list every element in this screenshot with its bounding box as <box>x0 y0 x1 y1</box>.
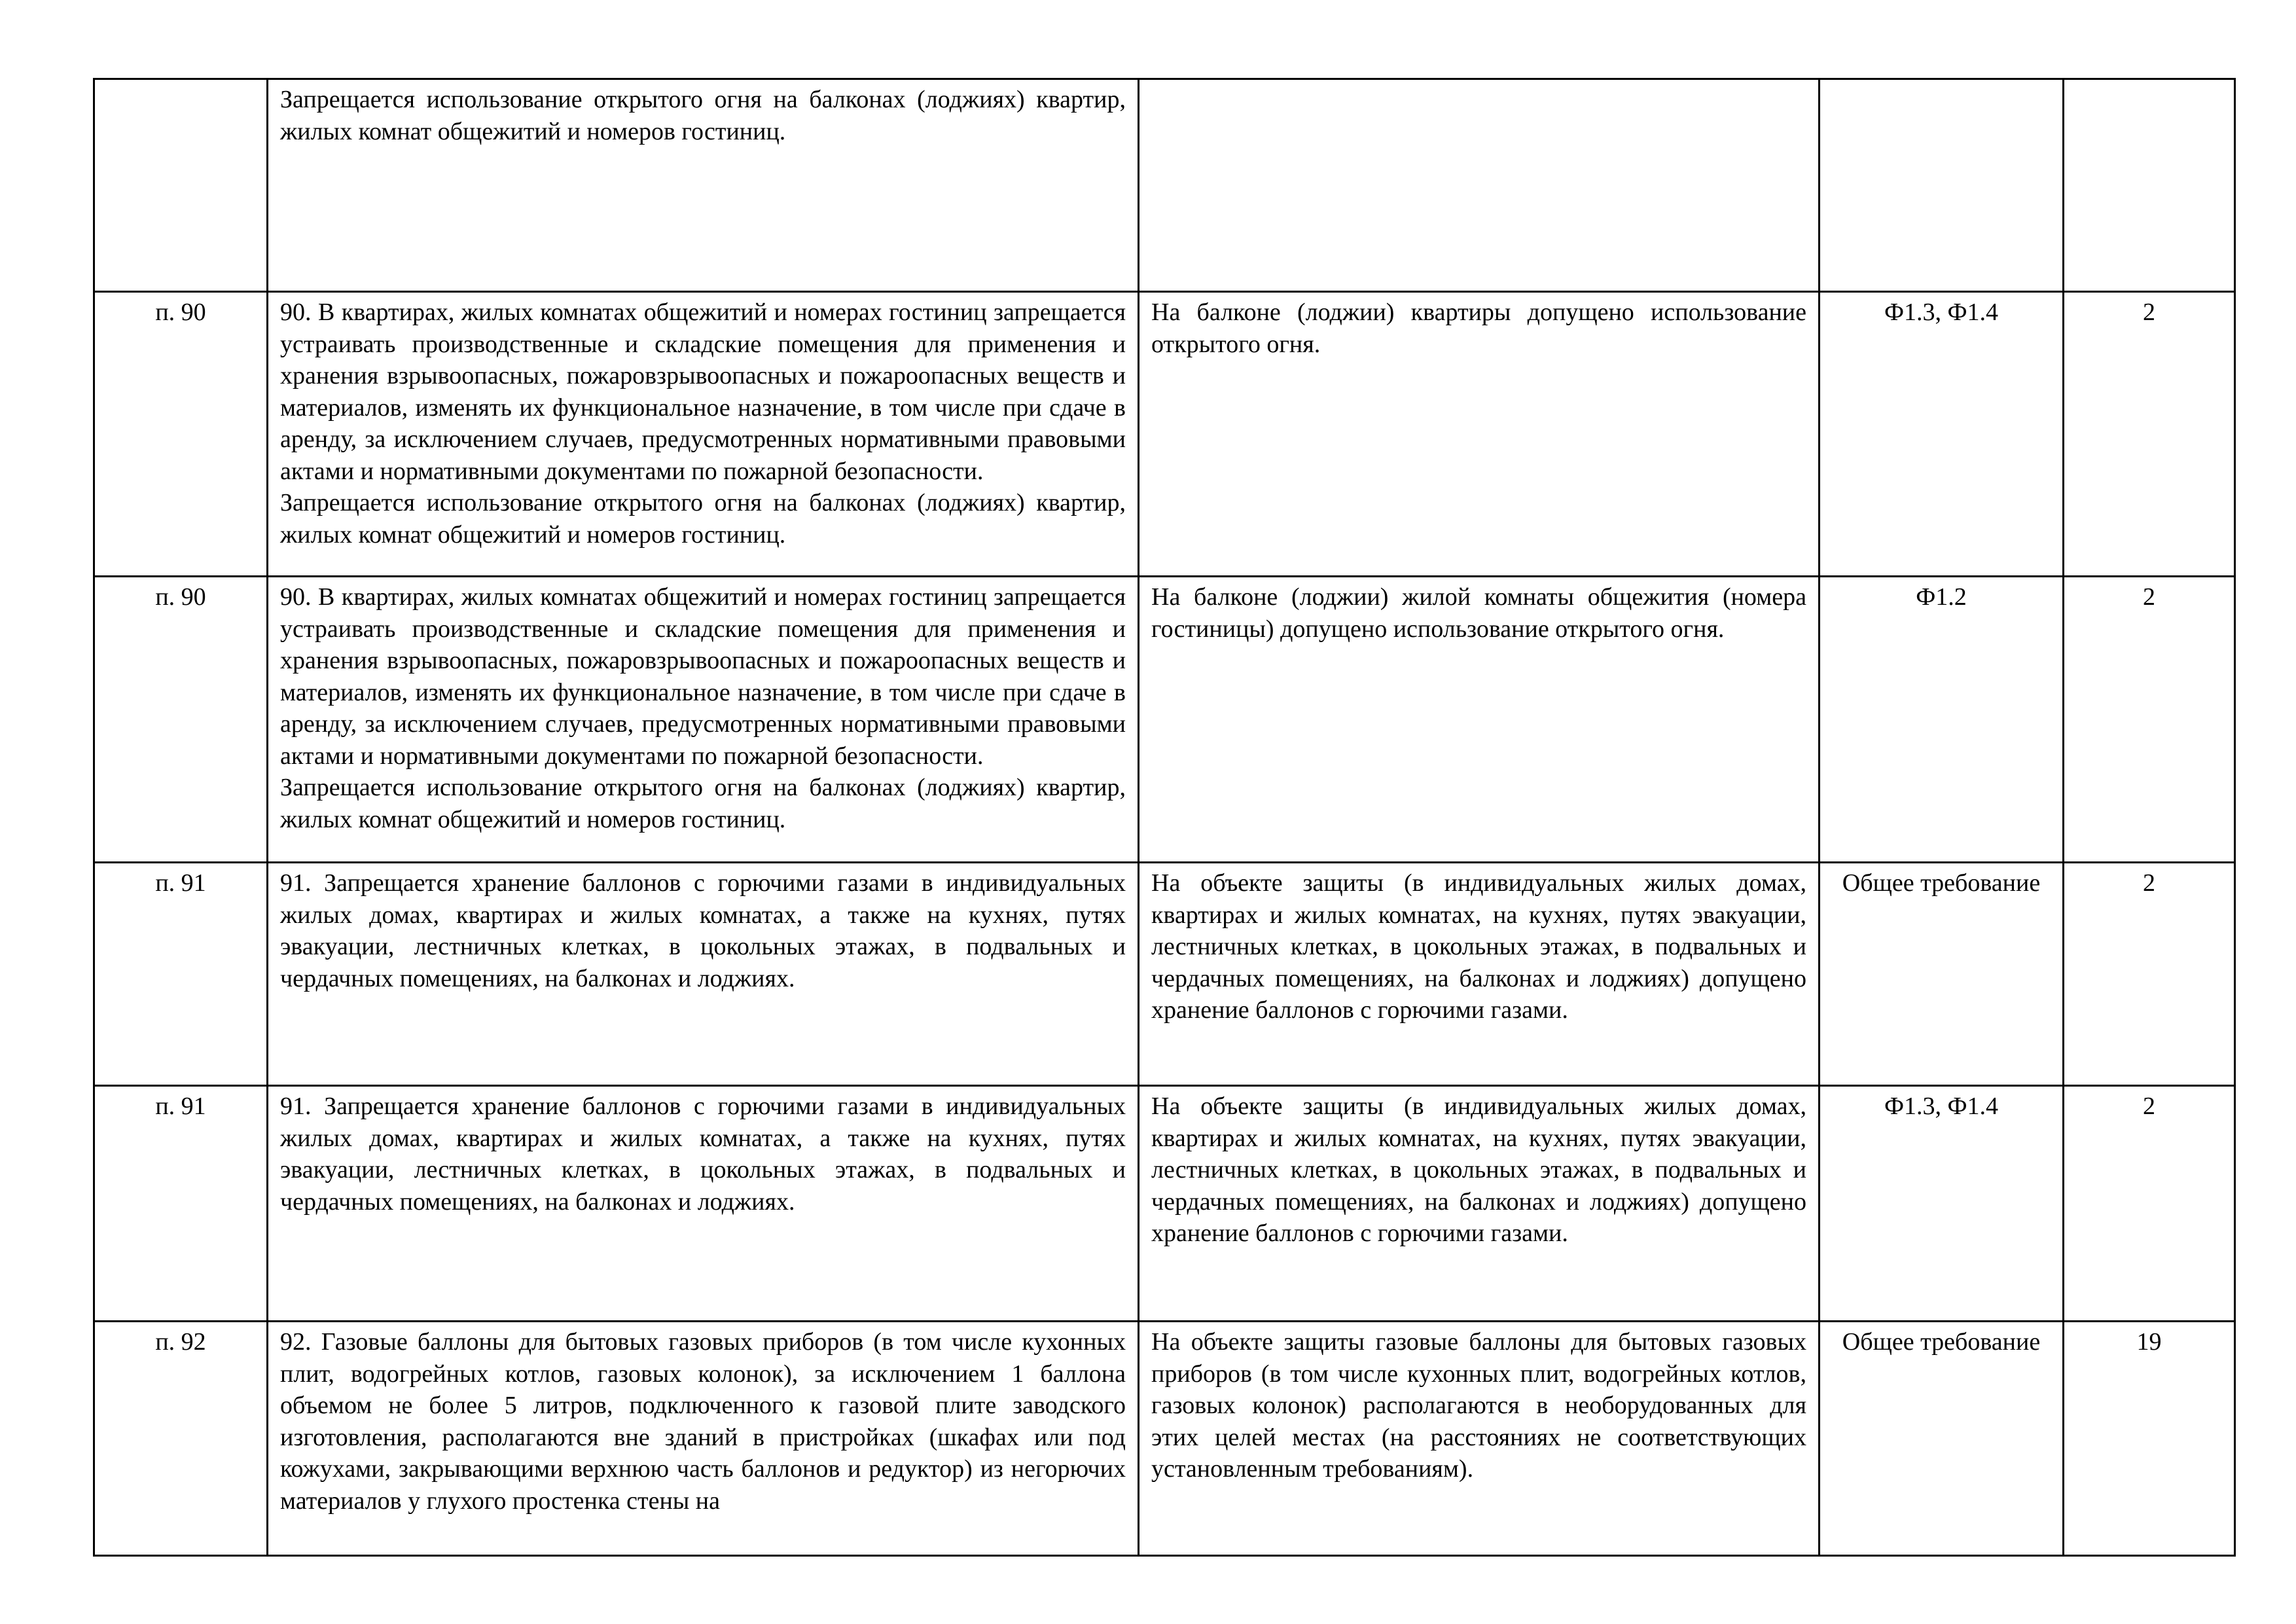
class-cell <box>1820 79 2064 292</box>
requirement-cell <box>268 292 1139 577</box>
class-cell: Ф1.2 <box>1820 577 2064 863</box>
table-row <box>94 1086 2235 1322</box>
table-row <box>94 292 2235 577</box>
requirement-paragraph: 90. В квартирах, жилых комнатах общежитий и номерах гостиниц запрещается устраивать производственные и складские помещения для применения и хранения взрывоопасных, пожаровзрывоопасных и пожароопасных веществ и материалов, изменять их функциональное назначение, в том числе при сдаче в аренду, за исключением случаев, предусмотренных нормативными правовыми актами и нормативными документами по пожарной безопасности. <box>280 298 1126 485</box>
requirement-cell <box>268 1322 1139 1556</box>
clause-cell: п. 90 <box>94 577 268 863</box>
requirement-paragraph: 90. В квартирах, жилых комнатах общежитий и номерах гостиниц запрещается устраивать производственные и складские помещения для применения и хранения взрывоопасных, пожаровзрывоопасных и пожароопасных веществ и материалов, изменять их функциональное назначение, в том числе при сдаче в аренду, за исключением случаев, предусмотренных нормативными правовыми актами и нормативными документами по пожарной безопасности. <box>280 583 1126 770</box>
table-row <box>94 1322 2235 1556</box>
clause-cell <box>94 79 268 292</box>
clause-cell: п. 90 <box>94 292 268 577</box>
table-row <box>94 79 2235 292</box>
class-cell: Ф1.3, Ф1.4 <box>1820 1086 2064 1322</box>
requirement-paragraph: 91. Запрещается хранение баллонов с горючими газами в индивидуальных жилых домах, квартирах и жилых комнатах, а также на кухнях, путях эвакуации, лестничных клетках, в цокольных этажах, в подвальных и чердачных помещениях, на балконах и лоджиях. <box>280 869 1126 992</box>
number-cell: 2 <box>2064 577 2235 863</box>
number-cell: 19 <box>2064 1322 2235 1556</box>
violation-cell: На балконе (лоджии) квартиры допущено использование открытого огня. <box>1139 292 1820 577</box>
table-row <box>94 863 2235 1086</box>
requirements-table <box>93 78 2236 1557</box>
class-cell: Общее требование <box>1820 1322 2064 1556</box>
requirement-paragraph: Запрещается использование открытого огня на балконах (лоджиях) квартир, жилых комнат общежитий и номеров гостиниц. <box>280 774 1126 833</box>
violation-cell <box>1139 79 1820 292</box>
class-cell: Общее требование <box>1820 863 2064 1086</box>
requirement-cell <box>268 863 1139 1086</box>
violation-cell: На объекте защиты (в индивидуальных жилых домах, квартирах и жилых комнатах, на кухнях, путях эвакуации, лестничных клетках, в цокольных этажах, в подвальных и чердачных помещениях, на балконах и лоджиях) допущено хранение баллонов с горючими газами. <box>1139 1086 1820 1322</box>
violation-cell: На балконе (лоджии) жилой комнаты общежития (номера гостиницы) допущено использование открытого огня. <box>1139 577 1820 863</box>
number-cell: 2 <box>2064 1086 2235 1322</box>
clause-cell: п. 91 <box>94 863 268 1086</box>
violation-cell: На объекте защиты газовые баллоны для бытовых газовых приборов (в том числе кухонных плит, водогрейных котлов, газовых колонок) располагаются в необорудованных для этих целей местах (на расстояниях не соответствующих установленным требованиям). <box>1139 1322 1820 1556</box>
clause-cell: п. 92 <box>94 1322 268 1556</box>
number-cell: 2 <box>2064 863 2235 1086</box>
table-row <box>94 577 2235 863</box>
requirement-paragraph: Запрещается использование открытого огня на балконах (лоджиях) квартир, жилых комнат общежитий и номеров гостиниц. <box>280 489 1126 549</box>
requirement-paragraph: 92. Газовые баллоны для бытовых газовых приборов (в том числе кухонных плит, водогрейных котлов, газовых колонок), за исключением 1 баллона объемом не более 5 литров, подключенного к газовой плите заводского изготовления, располагаются вне зданий в пристройках (шкафах или под кожухами, закрывающими верхнюю часть баллонов и редуктор) из негорючих материалов у глухого простенка стены на <box>280 1328 1126 1515</box>
requirement-paragraph: Запрещается использование открытого огня на балконах (лоджиях) квартир, жилых комнат общежитий и номеров гостиниц. <box>280 86 1126 145</box>
number-cell: 2 <box>2064 292 2235 577</box>
violation-cell: На объекте защиты (в индивидуальных жилых домах, квартирах и жилых комнатах, на кухнях, путях эвакуации, лестничных клетках, в цокольных этажах, в подвальных и чердачных помещениях, на балконах и лоджиях) допущено хранение баллонов с горючими газами. <box>1139 863 1820 1086</box>
number-cell <box>2064 79 2235 292</box>
clause-cell: п. 91 <box>94 1086 268 1322</box>
class-cell: Ф1.3, Ф1.4 <box>1820 292 2064 577</box>
requirement-cell <box>268 79 1139 292</box>
requirement-cell <box>268 577 1139 863</box>
requirement-cell <box>268 1086 1139 1322</box>
requirement-paragraph: 91. Запрещается хранение баллонов с горючими газами в индивидуальных жилых домах, квартирах и жилых комнатах, а также на кухнях, путях эвакуации, лестничных клетках, в цокольных этажах, в подвальных и чердачных помещениях, на балконах и лоджиях. <box>280 1092 1126 1216</box>
